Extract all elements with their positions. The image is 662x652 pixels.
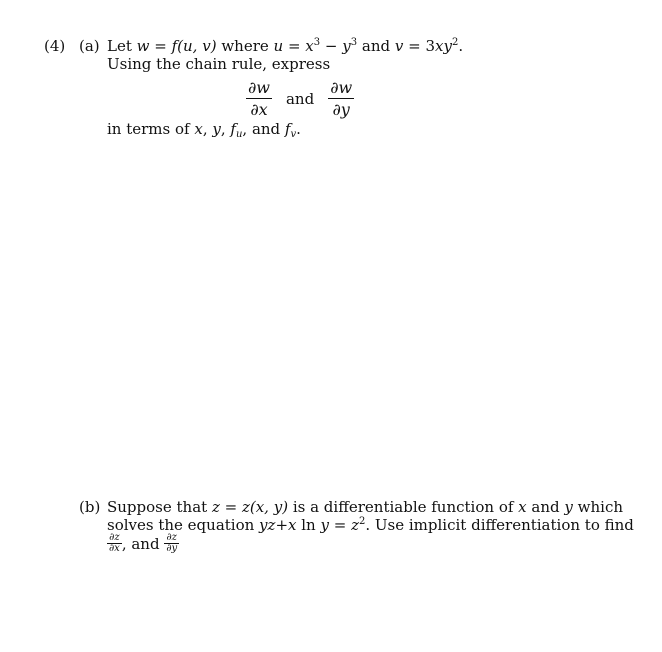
- part-a-line1: Let w = f(u, v) where $u = x^3 - y^3$ and $v = 3xy^2$.: [107, 37, 464, 55]
- comma-and: , and: [121, 534, 165, 553]
- and-word: and: [285, 89, 315, 108]
- dz-dy-fraction: $\frac{\partial z}{\partial y}$: [166, 532, 178, 554]
- part-a-line2: Using the chain rule, express: [107, 55, 331, 73]
- part-a-display-equation: [246, 78, 354, 119]
- dw-dy-fraction: $\frac{\partial w}{\partial y}$: [330, 78, 353, 119]
- part-b-label: (b): [79, 498, 101, 516]
- part-b-line1: Suppose that z = z(x, y) is a differentiable function of x and y which: [107, 498, 624, 516]
- part-b-line2: solves the equation yz+x $\ln y = z^2$. Use implicit differentiation to find: [107, 516, 634, 534]
- dz-dx-fraction: $\frac{\partial z}{\partial x}$: [109, 532, 120, 554]
- part-b-line3: [107, 533, 179, 554]
- problem-number: (4): [44, 37, 66, 55]
- part-a-label: (a): [79, 37, 100, 55]
- part-a-line3: in terms of x, y, $f_u$, and $f_v$.: [107, 120, 301, 140]
- dw-dx-fraction: $\frac{\partial w}{\partial x}$: [248, 78, 270, 119]
